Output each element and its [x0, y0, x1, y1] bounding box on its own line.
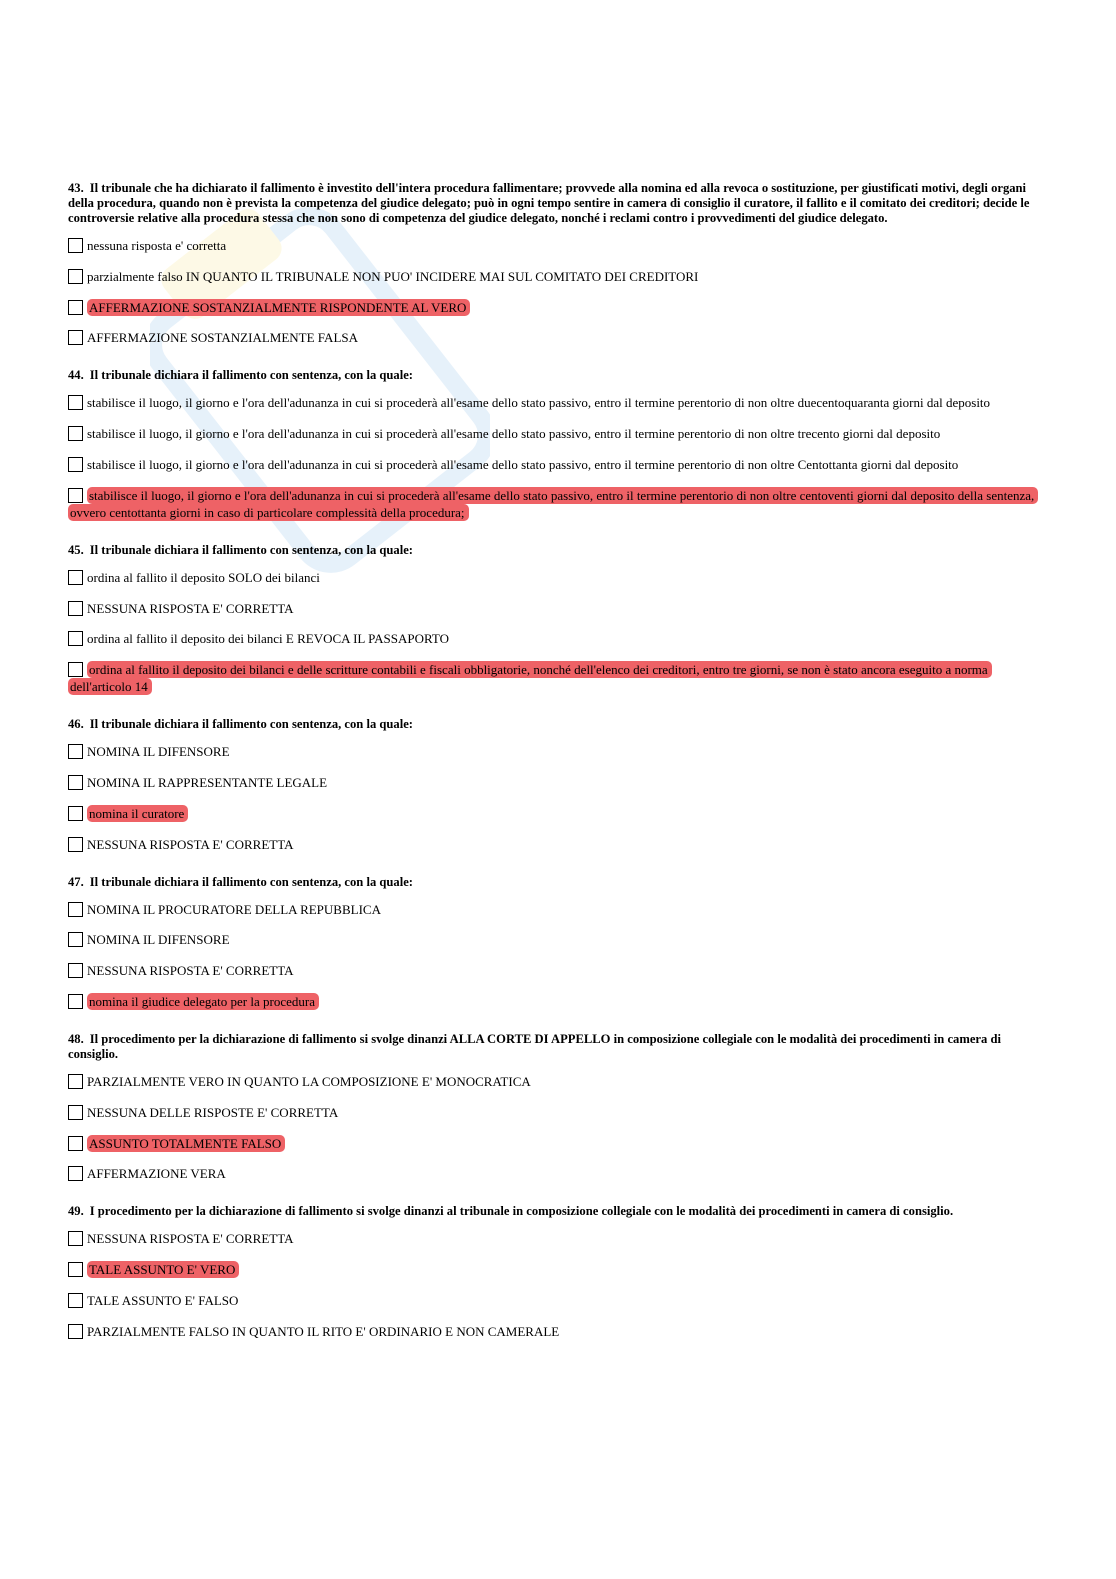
answer-option: NESSUNA RISPOSTA E' CORRETTA: [68, 1230, 1040, 1247]
answer-checkbox[interactable]: [68, 1105, 83, 1120]
answer-checkbox[interactable]: [68, 238, 83, 253]
question-45: [68, 543, 1040, 695]
answer-option-correct: nomina il curatore: [68, 805, 1040, 822]
answer-option: AFFERMAZIONE VERA: [68, 1165, 1040, 1182]
answer-option: parzialmente falso IN QUANTO IL TRIBUNALE NON PUO' INCIDERE MAI SUL COMITATO DEI CREDITORI: [68, 268, 1040, 285]
question-46: [68, 717, 1040, 852]
question-47: [68, 875, 1040, 1010]
answer-option-correct: ordina al fallito il deposito dei bilanci e delle scritture contabili e fiscali obbligatorie, nonché dell'elenco dei creditori, entro tre giorni, se non è stato ancora eseguito a norma dell'articolo 14: [68, 661, 1040, 695]
answer-checkbox[interactable]: [68, 457, 83, 472]
question-text: 45. Il tribunale dichiara il fallimento con sentenza, con la quale:: [68, 542, 413, 557]
answer-option: stabilisce il luogo, il giorno e l'ora dell'adunanza in cui si procederà all'esame dello stato passivo, entro il termine perentorio di non oltre trecento giorni dal deposito: [68, 425, 1040, 442]
answer-checkbox[interactable]: [68, 330, 83, 345]
answer-checkbox[interactable]: [68, 1262, 83, 1277]
answer-checkbox[interactable]: [68, 744, 83, 759]
answer-checkbox[interactable]: [68, 1231, 83, 1246]
question-48: [68, 1032, 1040, 1182]
question-text: 44. Il tribunale dichiara il fallimento con sentenza, con la quale:: [68, 368, 413, 383]
answer-checkbox[interactable]: [68, 837, 83, 852]
answer-option: ordina al fallito il deposito dei bilanci E REVOCA IL PASSAPORTO: [68, 630, 1040, 647]
answer-option-correct: nomina il giudice delegato per la procedura: [68, 993, 1040, 1010]
question-text: 43. Il tribunale che ha dichiarato il fallimento è investito dell'intera procedura fallimentare; provvede alla nomina ed alla revoca o sostituzione, per giustificati motivi, degli organi della procedura, quando non è prevista la competenza del giudice delegato; può in ogni tempo sentire in camera di consiglio il curatore, il fallito e il comitato dei creditori; decide le controversie relative alla procedura stessa che non sono di competenza del giudice delegato, nonché i reclami contro i provvedimenti del giudice delegato.: [68, 181, 1030, 225]
answer-option-correct: TALE ASSUNTO E' VERO: [68, 1261, 1040, 1278]
quiz-page: [68, 181, 1040, 1362]
answer-option: NOMINA IL DIFENSORE: [68, 743, 1040, 760]
answer-checkbox[interactable]: [68, 662, 83, 677]
question-49: [68, 1204, 1040, 1339]
answer-checkbox[interactable]: [68, 775, 83, 790]
answer-checkbox[interactable]: [68, 395, 83, 410]
answer-checkbox[interactable]: [68, 1166, 83, 1181]
answer-option-correct: ASSUNTO TOTALMENTE FALSO: [68, 1135, 1040, 1152]
answer-checkbox[interactable]: [68, 1293, 83, 1308]
answer-checkbox[interactable]: [68, 426, 83, 441]
answer-option: TALE ASSUNTO E' FALSO: [68, 1292, 1040, 1309]
answer-checkbox[interactable]: [68, 1324, 83, 1339]
answer-checkbox[interactable]: [68, 601, 83, 616]
answer-checkbox[interactable]: [68, 570, 83, 585]
answer-option: NESSUNA RISPOSTA E' CORRETTA: [68, 836, 1040, 853]
answer-option: NESSUNA RISPOSTA E' CORRETTA: [68, 600, 1040, 617]
question-text: 47. Il tribunale dichiara il fallimento con sentenza, con la quale:: [68, 874, 413, 889]
answer-option: NESSUNA DELLE RISPOSTE E' CORRETTA: [68, 1104, 1040, 1121]
answer-checkbox[interactable]: [68, 932, 83, 947]
answer-checkbox[interactable]: [68, 994, 83, 1009]
answer-option: ordina al fallito il deposito SOLO dei bilanci: [68, 569, 1040, 586]
answer-option: NOMINA IL PROCURATORE DELLA REPUBBLICA: [68, 901, 1040, 918]
answer-checkbox[interactable]: [68, 1074, 83, 1089]
answer-option-correct: AFFERMAZIONE SOSTANZIALMENTE RISPONDENTE AL VERO: [68, 299, 1040, 316]
answer-checkbox[interactable]: [68, 488, 83, 503]
answer-option: stabilisce il luogo, il giorno e l'ora dell'adunanza in cui si procederà all'esame dello stato passivo, entro il termine perentorio di non oltre duecentoquaranta giorni dal deposito: [68, 394, 1040, 411]
answer-option: NESSUNA RISPOSTA E' CORRETTA: [68, 962, 1040, 979]
question-43: [68, 181, 1040, 346]
question-text: 46. Il tribunale dichiara il fallimento con sentenza, con la quale:: [68, 717, 413, 732]
answer-option: PARZIALMENTE VERO IN QUANTO LA COMPOSIZIONE E' MONOCRATICA: [68, 1073, 1040, 1090]
answer-option: NOMINA IL RAPPRESENTANTE LEGALE: [68, 774, 1040, 791]
answer-option: PARZIALMENTE FALSO IN QUANTO IL RITO E' ORDINARIO E NON CAMERALE: [68, 1323, 1040, 1340]
answer-option: nessuna risposta e' corretta: [68, 237, 1040, 254]
question-text: 48. Il procedimento per la dichiarazione di fallimento si svolge dinanzi ALLA CORTE DI APPELLO in composizione collegiale con le modalità dei procedimenti in camera di consiglio.: [68, 1031, 1001, 1061]
answer-checkbox[interactable]: [68, 1136, 83, 1151]
question-44: [68, 368, 1040, 520]
answer-option: NOMINA IL DIFENSORE: [68, 931, 1040, 948]
answer-checkbox[interactable]: [68, 631, 83, 646]
answer-checkbox[interactable]: [68, 269, 83, 284]
answer-checkbox[interactable]: [68, 902, 83, 917]
question-text: 49. I procedimento per la dichiarazione di fallimento si svolge dinanzi al tribunale in composizione collegiale con le modalità dei procedimenti in camera di consiglio.: [68, 1204, 954, 1219]
answer-checkbox[interactable]: [68, 806, 83, 821]
answer-option: AFFERMAZIONE SOSTANZIALMENTE FALSA: [68, 329, 1040, 346]
answer-option-correct: stabilisce il luogo, il giorno e l'ora dell'adunanza in cui si procederà all'esame dello stato passivo, entro il termine perentorio di non oltre centoventi giorni dal deposito della sentenza, ovvero centottanta giorni in caso di particolare complessità della procedura;: [68, 487, 1040, 521]
answer-checkbox[interactable]: [68, 963, 83, 978]
answer-checkbox[interactable]: [68, 300, 83, 315]
answer-option: stabilisce il luogo, il giorno e l'ora dell'adunanza in cui si procederà all'esame dello stato passivo, entro il termine perentorio di non oltre Centottanta giorni dal deposito: [68, 456, 1040, 473]
